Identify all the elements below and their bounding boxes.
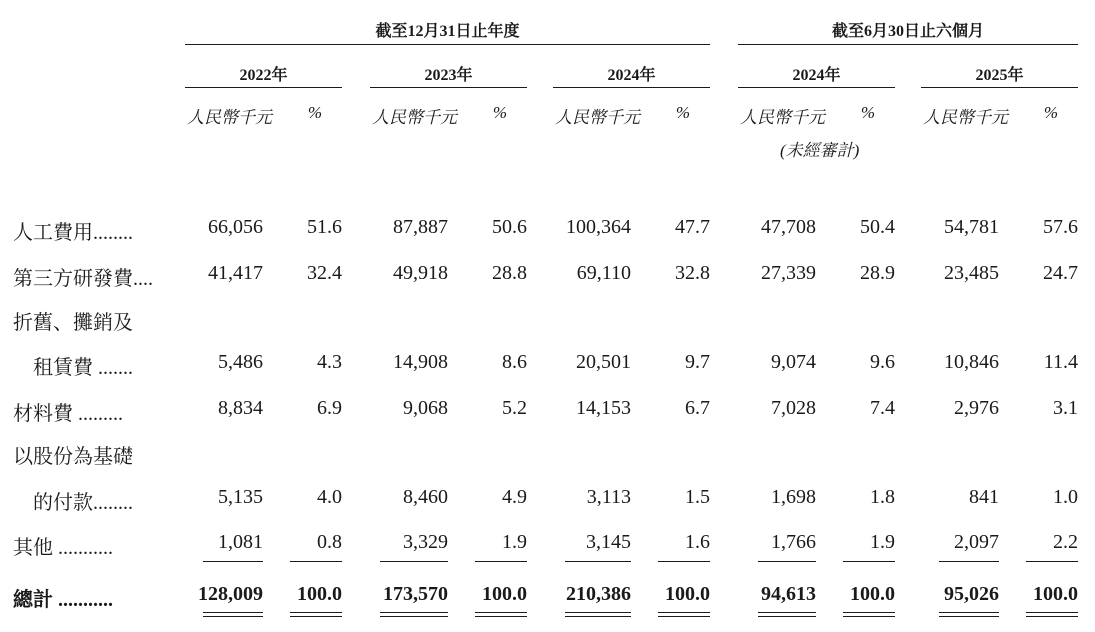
cell-amount: 1,698	[771, 486, 816, 508]
cell-pct: 4.9	[502, 486, 527, 508]
year-header-2022: 2022年	[239, 67, 288, 84]
total-pct: 100.0	[1033, 583, 1078, 605]
subtotal-rule	[290, 561, 342, 562]
cell-amount: 14,908	[393, 351, 448, 373]
cell-amount: 49,918	[393, 262, 448, 284]
group-header-year-ended: 截至12月31日止年度	[375, 23, 520, 40]
group-rule-six	[738, 44, 1078, 45]
cell-pct: 50.4	[860, 216, 895, 238]
row-label-depreciation-line1: 折舊、攤銷及	[13, 312, 133, 334]
cell-pct: 1.0	[1053, 486, 1078, 508]
row-label-depreciation-line2: 租賃費 .......	[13, 357, 133, 379]
total-double-rule	[658, 612, 710, 617]
cell-amount: 14,153	[576, 397, 631, 419]
cell-pct: 4.3	[317, 351, 342, 373]
total-double-rule	[475, 612, 527, 617]
cell-amount: 5,135	[218, 486, 263, 508]
cell-pct: 6.7	[685, 397, 710, 419]
cell-pct: 11.4	[1043, 351, 1078, 373]
total-pct: 100.0	[482, 583, 527, 605]
year-rule-2025-h1	[921, 87, 1078, 88]
unit-header: 人民幣千元	[740, 108, 825, 127]
cell-pct: 5.2	[502, 397, 527, 419]
total-amount: 210,386	[566, 583, 631, 605]
year-header-2025-h1: 2025年	[975, 67, 1024, 84]
group-header-six-months: 截至6月30日止六個月	[831, 23, 984, 40]
cell-amount: 100,364	[566, 216, 631, 238]
cell-amount: 54,781	[944, 216, 999, 238]
cell-amount: 2,097	[954, 531, 999, 553]
cell-pct: 28.9	[860, 262, 895, 284]
year-rule-2024	[553, 87, 710, 88]
cell-amount: 69,110	[576, 262, 631, 284]
cell-pct: 1.6	[685, 531, 710, 553]
cell-pct: 28.8	[492, 262, 527, 284]
cell-pct: 32.4	[307, 262, 342, 284]
total-amount: 94,613	[761, 583, 816, 605]
cell-amount: 1,766	[771, 531, 816, 553]
cell-amount: 20,501	[576, 351, 631, 373]
cell-pct: 1.5	[685, 486, 710, 508]
total-amount: 173,570	[383, 583, 448, 605]
row-label-staff-costs: 人工費用........	[13, 222, 133, 244]
cell-pct: 51.6	[307, 216, 342, 238]
total-double-rule	[380, 612, 448, 617]
subtotal-rule	[1026, 561, 1078, 562]
cell-amount: 47,708	[761, 216, 816, 238]
cell-amount: 27,339	[761, 262, 816, 284]
pct-header: %	[675, 103, 690, 122]
cell-amount: 3,145	[586, 531, 631, 553]
row-label-others: 其他 ...........	[13, 537, 113, 559]
subtotal-rule	[565, 561, 631, 562]
total-double-rule	[290, 612, 342, 617]
total-pct: 100.0	[850, 583, 895, 605]
pct-header: %	[492, 103, 507, 122]
cell-amount: 10,846	[944, 351, 999, 373]
cell-pct: 1.9	[502, 531, 527, 553]
cell-pct: 2.2	[1053, 531, 1078, 553]
cell-pct: 0.8	[317, 531, 342, 553]
cell-amount: 87,887	[393, 216, 448, 238]
cell-amount: 8,460	[403, 486, 448, 508]
cell-pct: 7.4	[870, 397, 895, 419]
cell-pct: 1.8	[870, 486, 895, 508]
year-header-2024: 2024年	[607, 67, 656, 84]
cell-amount: 3,329	[403, 531, 448, 553]
cell-pct: 50.6	[492, 216, 527, 238]
cell-amount: 41,417	[208, 262, 263, 284]
subtotal-rule	[939, 561, 999, 562]
row-label-third-party-rd: 第三方研發費....	[13, 268, 153, 290]
pct-header: %	[1043, 103, 1058, 122]
year-rule-2023	[370, 87, 527, 88]
total-double-rule	[843, 612, 895, 617]
cell-amount: 3,113	[586, 486, 631, 508]
unaudited-note: (未經審計)	[780, 141, 860, 160]
subtotal-rule	[475, 561, 527, 562]
group-rule-year	[185, 44, 710, 45]
row-label-share-based-line2: 的付款........	[13, 492, 133, 514]
unit-header: 人民幣千元	[187, 108, 272, 127]
unit-header: 人民幣千元	[372, 108, 457, 127]
year-header-2024-h1: 2024年	[792, 67, 841, 84]
cell-amount: 2,976	[954, 397, 999, 419]
cell-pct: 9.7	[685, 351, 710, 373]
cell-pct: 9.6	[870, 351, 895, 373]
cell-amount: 841	[969, 486, 999, 508]
cell-amount: 1,081	[218, 531, 263, 553]
year-header-2023: 2023年	[424, 67, 473, 84]
cell-pct: 8.6	[502, 351, 527, 373]
pct-header: %	[860, 103, 875, 122]
total-double-rule	[565, 612, 631, 617]
total-double-rule	[1026, 612, 1078, 617]
total-double-rule	[758, 612, 816, 617]
cell-amount: 23,485	[944, 262, 999, 284]
cell-amount: 8,834	[218, 397, 263, 419]
row-label-share-based-line1: 以股份為基礎	[13, 446, 133, 468]
total-double-rule	[939, 612, 999, 617]
subtotal-rule	[380, 561, 448, 562]
subtotal-rule	[758, 561, 816, 562]
cell-pct: 4.0	[317, 486, 342, 508]
row-label-total: 總計 ...........	[13, 589, 113, 611]
cell-pct: 57.6	[1043, 216, 1078, 238]
pct-header: %	[307, 103, 322, 122]
cell-pct: 47.7	[675, 216, 710, 238]
subtotal-rule	[203, 561, 263, 562]
cell-pct: 1.9	[870, 531, 895, 553]
year-rule-2024-h1	[738, 87, 895, 88]
subtotal-rule	[843, 561, 895, 562]
cell-amount: 9,074	[771, 351, 816, 373]
row-label-materials: 材料費 .........	[13, 403, 123, 425]
cell-pct: 24.7	[1043, 262, 1078, 284]
cell-amount: 66,056	[208, 216, 263, 238]
total-amount: 128,009	[198, 583, 263, 605]
year-rule-2022	[185, 87, 342, 88]
unit-header: 人民幣千元	[923, 108, 1008, 127]
cell-amount: 9,068	[403, 397, 448, 419]
total-amount: 95,026	[944, 583, 999, 605]
cell-pct: 6.9	[317, 397, 342, 419]
total-pct: 100.0	[297, 583, 342, 605]
subtotal-rule	[658, 561, 710, 562]
total-pct: 100.0	[665, 583, 710, 605]
unit-header: 人民幣千元	[555, 108, 640, 127]
total-double-rule	[203, 612, 263, 617]
cell-pct: 32.8	[675, 262, 710, 284]
cell-amount: 7,028	[771, 397, 816, 419]
cell-pct: 3.1	[1053, 397, 1078, 419]
cell-amount: 5,486	[218, 351, 263, 373]
